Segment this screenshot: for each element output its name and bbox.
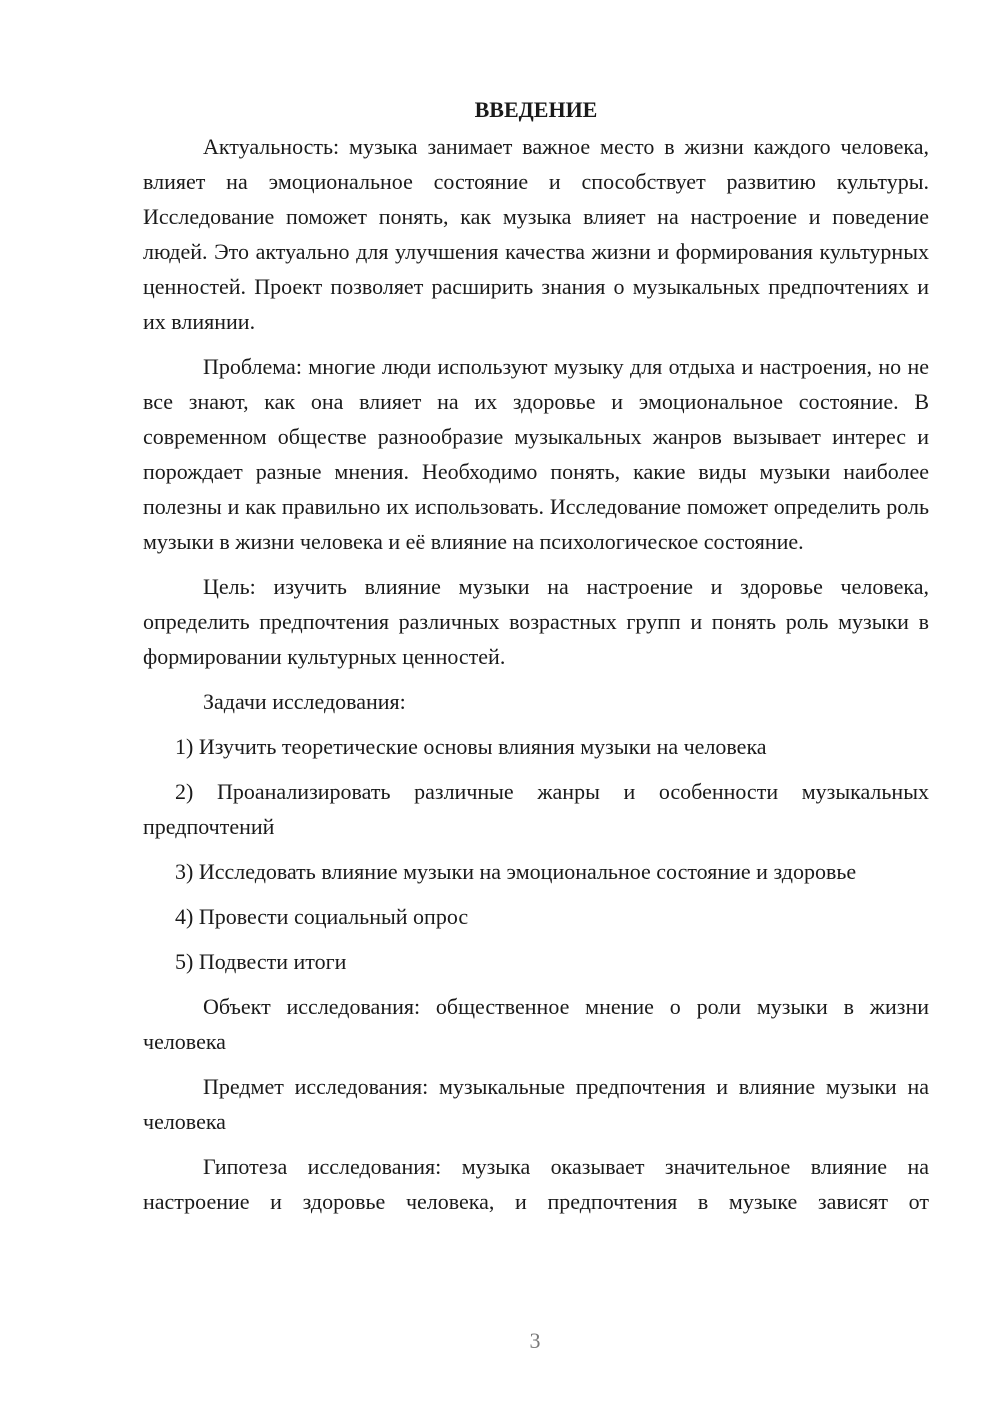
object-paragraph: Объект исследования: общественное мнение о роли музыки в жизни человека bbox=[143, 994, 929, 1054]
hypothesis-paragraph: Гипотеза исследования: музыка оказывает значительное влияние на настроение и здоровье человека, и предпочтения в музыке зависят от bbox=[143, 1154, 929, 1214]
goal-paragraph: Цель: изучить влияние музыки на настроение и здоровье человека, определить предпочтения различных возрастных групп и понять роль музыки в формировании культурных ценностей. bbox=[143, 574, 929, 669]
page-number: 3 bbox=[529, 1328, 541, 1353]
subject-paragraph: Предмет исследования: музыкальные предпочтения и влияние музыки на человека bbox=[143, 1074, 929, 1134]
relevance-paragraph: Актуальность: музыка занимает важное место в жизни каждого человека, влияет на эмоциональное состояние и способствует развитию культуры. Исследование поможет понять, как музыка влияет на настроение и поведение людей. Это актуально для улучшения качества жизни и формирования культурных ценностей. Проект позволяет расширить знания о музыкальных предпочтениях и их влиянии. bbox=[143, 134, 929, 334]
document-page bbox=[143, 92, 929, 1219]
task-item-1: 1) Изучить теоретические основы влияния музыки на человека bbox=[175, 734, 767, 759]
page-title: ВВЕДЕНИЕ bbox=[474, 97, 598, 122]
task-item-2: 2) Проанализировать различные жанры и особенности музыкальных предпочтений bbox=[143, 779, 929, 839]
task-item-4: 4) Провести социальный опрос bbox=[175, 904, 469, 929]
problem-paragraph: Проблема: многие люди используют музыку для отдыха и настроения, но не все знают, как она влияет на их здоровье и эмоциональное состояние. В современном обществе разнообразие музыкальных жанров вызывает интерес и порождает разные мнения. Необходимо понять, какие виды музыки наиболее полезны и как правильно их использовать. Исследование поможет определить роль музыки в жизни человека и её влияние на психологическое состояние. bbox=[143, 354, 929, 554]
tasks-heading: Задачи исследования: bbox=[203, 689, 406, 714]
task-item-3: 3) Исследовать влияние музыки на эмоциональное состояние и здоровье bbox=[175, 859, 857, 884]
task-item-5: 5) Подвести итоги bbox=[175, 949, 347, 974]
